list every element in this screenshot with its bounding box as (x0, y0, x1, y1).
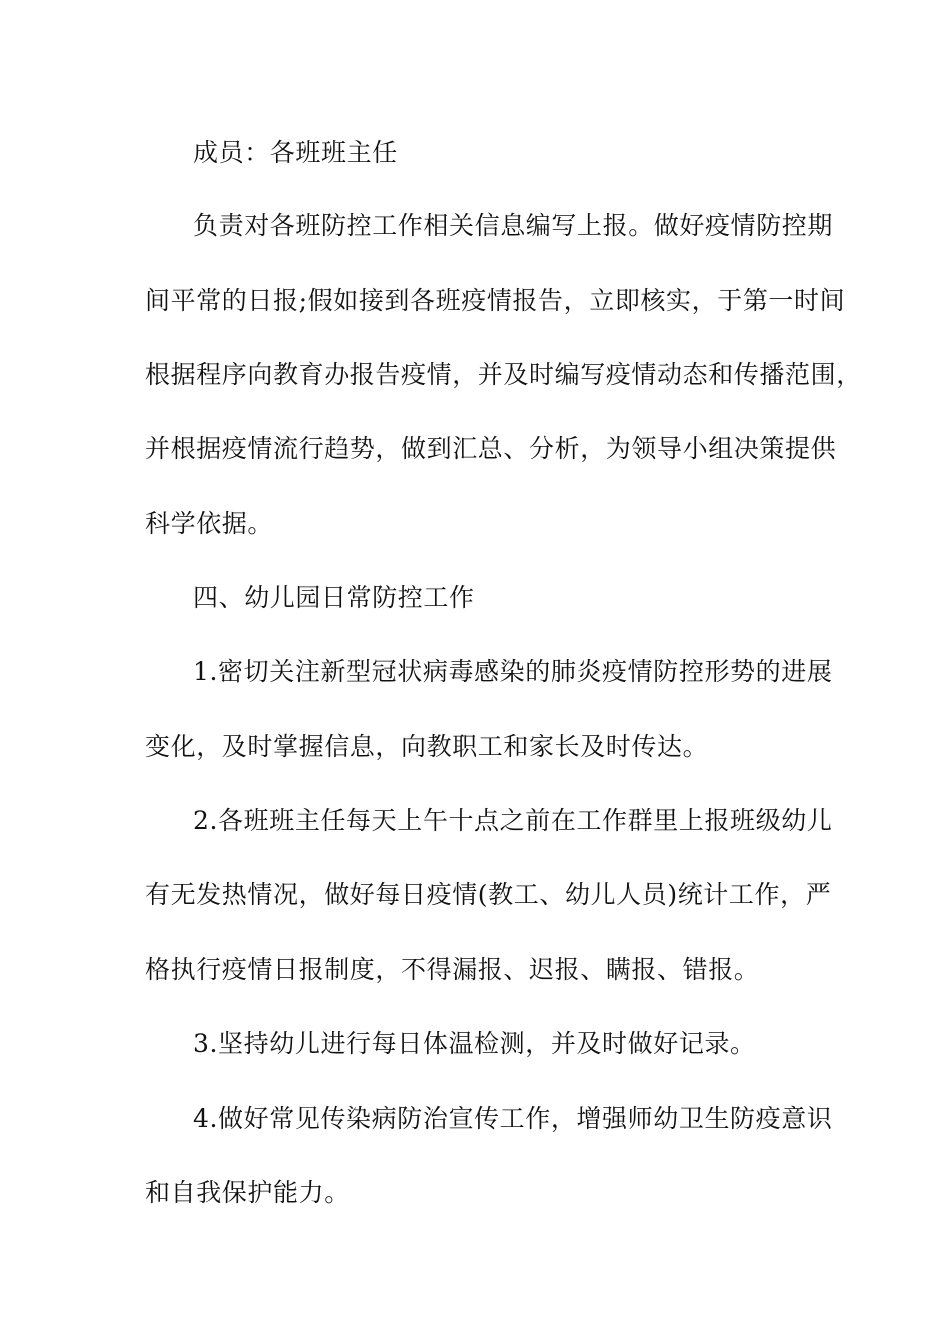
text-line: 根据程序向教育办报告疫情，并及时编写疫情动态和传播范围， (145, 360, 862, 389)
text-line: 负责对各班防控工作相关信息编写上报。做好疫情防控期 (193, 211, 834, 240)
text-line: 变化，及时掌握信息，向教职工和家长及时传达。 (145, 732, 709, 761)
text-line: 2.各班班主任每天上午十点之前在工作群里上报班级幼儿 (193, 806, 833, 835)
text-line: 和自我保护能力。 (145, 1178, 350, 1207)
section-heading: 四、幼儿园日常防控工作 (193, 583, 475, 612)
text-line: 4.做好常见传染病防治宣传工作，增强师幼卫生防疫意识 (193, 1104, 833, 1133)
text-line: 并根据疫情流行趋势，做到汇总、分析，为领导小组决策提供 (145, 434, 837, 463)
text-line: 科学依据。 (145, 509, 274, 538)
text-line-members: 成员：各班班主任 (193, 138, 398, 167)
text-line: 有无发热情况，做好每日疫情(教工、幼儿人员)统计工作，严 (145, 880, 832, 909)
text-line: 格执行疫情日报制度，不得漏报、迟报、瞒报、错报。 (145, 955, 760, 984)
text-line: 1.密切关注新型冠状病毒感染的肺炎疫情防控形势的进展 (193, 657, 833, 686)
text-line: 间平常的日报;假如接到各班疫情报告，立即核实，于第一时间 (145, 286, 846, 315)
text-line: 3.坚持幼儿进行每日体温检测，并及时做好记录。 (193, 1029, 756, 1058)
